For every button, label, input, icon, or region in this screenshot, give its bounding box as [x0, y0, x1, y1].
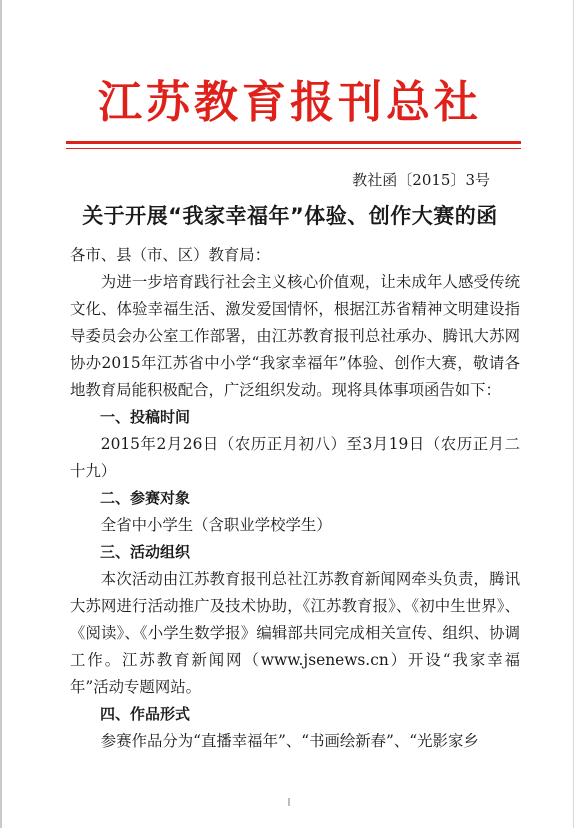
section-heading-submission-time: 一、投稿时间 [100, 408, 191, 426]
section-heading-organization: 三、活动组织 [100, 543, 191, 561]
section-text-work-format: 参赛作品分为“直播幸福年”、“书画绘新春”、“光影家乡 [100, 732, 479, 750]
document-body [70, 242, 520, 755]
section-text-submission-time: 2015年2月26日（农历正月初八）至3月19日（农历正月二十九） [70, 435, 520, 480]
section-heading-participants: 二、参赛对象 [100, 489, 191, 507]
document-number: 教社函〔2015〕3号 [352, 171, 490, 189]
masthead-organization: 江苏教育报刊总社 [98, 77, 482, 128]
scan-footer-mark [288, 798, 290, 806]
masthead-rule-thick [66, 141, 521, 144]
section-text-participants: 全省中小学生（含职业学校学生） [100, 516, 332, 534]
masthead-rule-thin [66, 148, 521, 149]
section-text-organization: 本次活动由江苏教育报刊总社江苏教育新闻网牵头负责，腾讯大苏网进行活动推广及技术协助，《江苏教育报》、《初中生世界》、《阅读》、《小学生数学报》编辑部共同完成相关宣传、组织、协调工作。江苏教育新闻网（www.jsenews.cn）开设“我家幸福年”活动专题网站。 [70, 570, 520, 696]
document-title: 关于开展“我家幸福年”体验、创作大赛的函 [82, 204, 498, 228]
section-heading-work-format: 四、作品形式 [100, 705, 191, 723]
salutation: 各市、县（市、区）教育局： [70, 246, 271, 264]
intro-paragraph: 为进一步培育践行社会主义核心价值观，让未成年人感受传统文化、体验幸福生活、激发爱国情怀，根据江苏省精神文明建设指导委员会办公室工作部署，由江苏教育报刊总社承办、腾讯大苏网协办2015年江苏省中小学“我家幸福年”体验、创作大赛，敬请各地教育局能积极配合，广泛组织发动。现将具体事项函告如下： [70, 273, 520, 399]
